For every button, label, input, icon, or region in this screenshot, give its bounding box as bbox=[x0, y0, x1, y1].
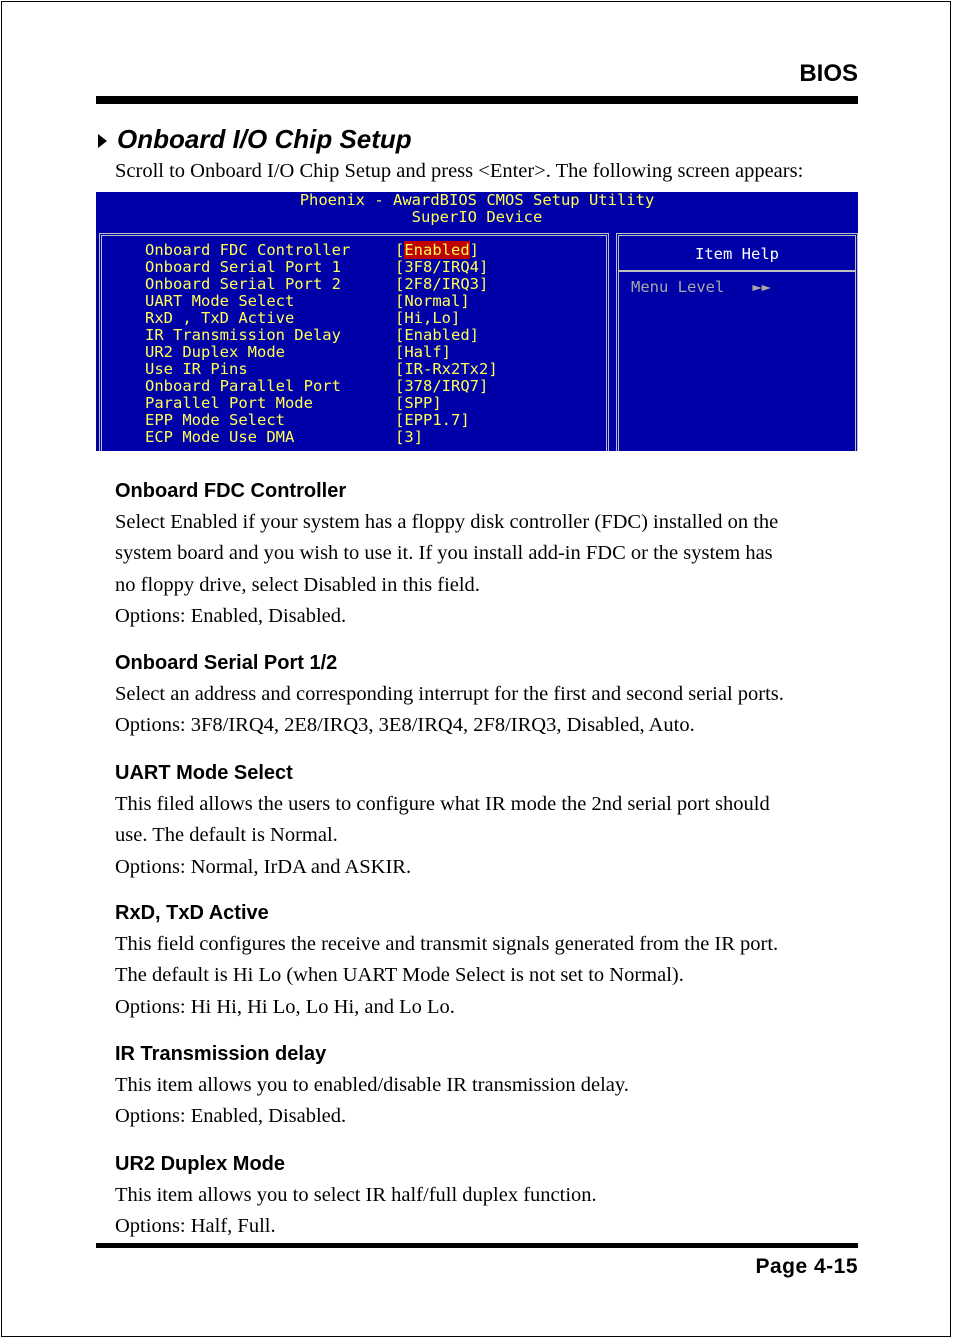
bios-setting-row[interactable] bbox=[145, 361, 498, 378]
description-line: This item allows you to enabled/disable IR transmission delay. bbox=[115, 1074, 629, 1096]
bios-setting-value-text: 2F8/IRQ3 bbox=[404, 275, 479, 293]
bios-setting-row[interactable] bbox=[145, 395, 442, 412]
section-title bbox=[98, 124, 412, 155]
bios-setting-value-text: 3 bbox=[404, 428, 414, 446]
description-body bbox=[115, 679, 865, 742]
triangle-bullet-icon bbox=[98, 134, 107, 148]
bios-help-panel bbox=[616, 233, 858, 451]
description-heading: UR2 Duplex Mode bbox=[115, 1153, 286, 1175]
description-body bbox=[115, 1070, 865, 1133]
bios-setting-label: Onboard Serial Port 1 bbox=[145, 258, 341, 276]
bios-setting-value-text: Enabled bbox=[404, 241, 470, 259]
description-line: The default is Hi Lo (when UART Mode Select is not set to Normal). bbox=[115, 964, 684, 987]
bios-setting-value[interactable]: [3F8/IRQ4] bbox=[395, 258, 489, 276]
bios-setting-row[interactable] bbox=[145, 310, 460, 327]
bios-setting-label: ECP Mode Use DMA bbox=[145, 428, 295, 446]
bios-setting-value[interactable]: [378/IRQ7] bbox=[395, 377, 489, 395]
bios-screen bbox=[96, 192, 858, 451]
bios-setting-value-text: IR-Rx2Tx2 bbox=[404, 360, 489, 378]
bios-setting-row[interactable] bbox=[145, 327, 479, 344]
description-body bbox=[115, 929, 865, 1023]
bios-setting-value[interactable]: [3] bbox=[395, 428, 424, 446]
bios-setting-label: Onboard FDC Controller bbox=[145, 241, 351, 259]
bios-setting-value-text: SPP bbox=[404, 394, 433, 412]
description-line: This item allows you to select IR half/full duplex function. bbox=[115, 1184, 597, 1206]
bios-setting-value[interactable]: [Half] bbox=[395, 343, 452, 361]
bios-setting-value[interactable]: [2F8/IRQ3] bbox=[395, 275, 489, 293]
description-line: This field configures the receive and transmit signals generated from the IR port. bbox=[115, 933, 779, 955]
bios-setting-label: EPP Mode Select bbox=[145, 411, 285, 429]
header-rule bbox=[96, 96, 858, 104]
bios-title: Phoenix - AwardBIOS CMOS Setup Utility bbox=[299, 192, 655, 209]
bios-setting-value-text: Hi,Lo bbox=[404, 309, 452, 327]
bios-setting-label: Use IR Pins bbox=[145, 360, 248, 378]
bios-subtitle: SuperIO Device bbox=[411, 208, 543, 226]
page-number: Page 4-15 bbox=[755, 1255, 858, 1278]
description-line: Options: 3F8/IRQ4, 2E8/IRQ3, 3E8/IRQ4, 2F8/IRQ3, Disabled, Auto. bbox=[115, 714, 695, 737]
description-body bbox=[115, 1180, 865, 1243]
footer-rule bbox=[96, 1243, 858, 1248]
section-title-text: Onboard I/O Chip Setup bbox=[117, 124, 412, 154]
description-heading: RxD, TxD Active bbox=[115, 902, 269, 924]
help-divider bbox=[619, 270, 855, 272]
description-line: use. The default is Normal. bbox=[115, 824, 338, 847]
description-line: This filed allows the users to configure what IR mode the 2nd serial port should bbox=[115, 793, 770, 815]
description-line: no floppy drive, select Disabled in this field. bbox=[115, 573, 480, 596]
bios-setting-label: IR Transmission Delay bbox=[145, 326, 341, 344]
description-line: Options: Hi Hi, Hi Lo, Lo Hi, and Lo Lo. bbox=[115, 995, 455, 1018]
bios-setting-row[interactable] bbox=[145, 412, 470, 429]
bios-setting-value-text: EPP1.7 bbox=[404, 411, 461, 429]
bios-setting-value-text: Half bbox=[404, 343, 442, 361]
bios-setting-value[interactable]: [Normal] bbox=[395, 292, 470, 310]
help-menu-level: Menu Level ►► bbox=[631, 278, 771, 296]
bios-setting-row[interactable] bbox=[145, 378, 488, 395]
description-line: Options: Enabled, Disabled. bbox=[115, 604, 347, 627]
bios-setting-value[interactable]: [EPP1.7] bbox=[395, 411, 470, 429]
description-line: Select Enabled if your system has a floppy disk controller (FDC) installed on the bbox=[115, 511, 779, 533]
bios-settings-panel bbox=[99, 233, 609, 451]
bios-setting-row[interactable] bbox=[145, 259, 488, 276]
description-line: Options: Half, Full. bbox=[115, 1215, 276, 1238]
bios-setting-label: RxD , TxD Active bbox=[145, 309, 295, 327]
bios-setting-value[interactable]: [Hi,Lo] bbox=[395, 309, 461, 327]
description-heading: Onboard FDC Controller bbox=[115, 480, 347, 502]
bios-setting-value[interactable]: [Enabled] bbox=[395, 241, 480, 259]
bios-setting-value-text: 378/IRQ7 bbox=[404, 377, 479, 395]
description-line: system board and you wish to use it. If you install add-in FDC or the system has bbox=[115, 542, 773, 565]
bios-setting-value-text: Enabled bbox=[404, 326, 470, 344]
bios-setting-value[interactable]: [IR-Rx2Tx2] bbox=[395, 360, 498, 378]
description-line: Options: Enabled, Disabled. bbox=[115, 1105, 347, 1128]
bios-setting-row[interactable] bbox=[145, 276, 488, 293]
bios-setting-label: UR2 Duplex Mode bbox=[145, 343, 285, 361]
help-title: Item Help bbox=[695, 245, 779, 263]
bios-setting-value-text: 3F8/IRQ4 bbox=[404, 258, 479, 276]
bios-setting-row[interactable] bbox=[145, 344, 451, 361]
bios-setting-label: Parallel Port Mode bbox=[145, 394, 313, 412]
bios-setting-label: Onboard Parallel Port bbox=[145, 377, 341, 395]
description-body bbox=[115, 507, 865, 632]
bios-setting-row[interactable] bbox=[145, 293, 470, 310]
bios-setting-row[interactable] bbox=[145, 242, 479, 259]
intro-text: Scroll to Onboard I/O Chip Setup and press <Enter>. The following screen appears: bbox=[115, 160, 804, 182]
description-heading: IR Transmission delay bbox=[115, 1043, 327, 1065]
description-heading: Onboard Serial Port 1/2 bbox=[115, 652, 338, 674]
bios-setting-value[interactable]: [Enabled] bbox=[395, 326, 480, 344]
description-line: Options: Normal, IrDA and ASKIR. bbox=[115, 855, 412, 878]
description-line: Select an address and corresponding interrupt for the first and second serial ports. bbox=[115, 683, 784, 705]
description-heading: UART Mode Select bbox=[115, 762, 293, 784]
header-title: BIOS bbox=[799, 60, 858, 87]
bios-setting-value[interactable]: [SPP] bbox=[395, 394, 442, 412]
bios-setting-label: UART Mode Select bbox=[145, 292, 295, 310]
bios-setting-label: Onboard Serial Port 2 bbox=[145, 275, 341, 293]
bios-setting-row[interactable] bbox=[145, 429, 423, 446]
description-body bbox=[115, 789, 865, 883]
bios-setting-value-text: Normal bbox=[404, 292, 461, 310]
